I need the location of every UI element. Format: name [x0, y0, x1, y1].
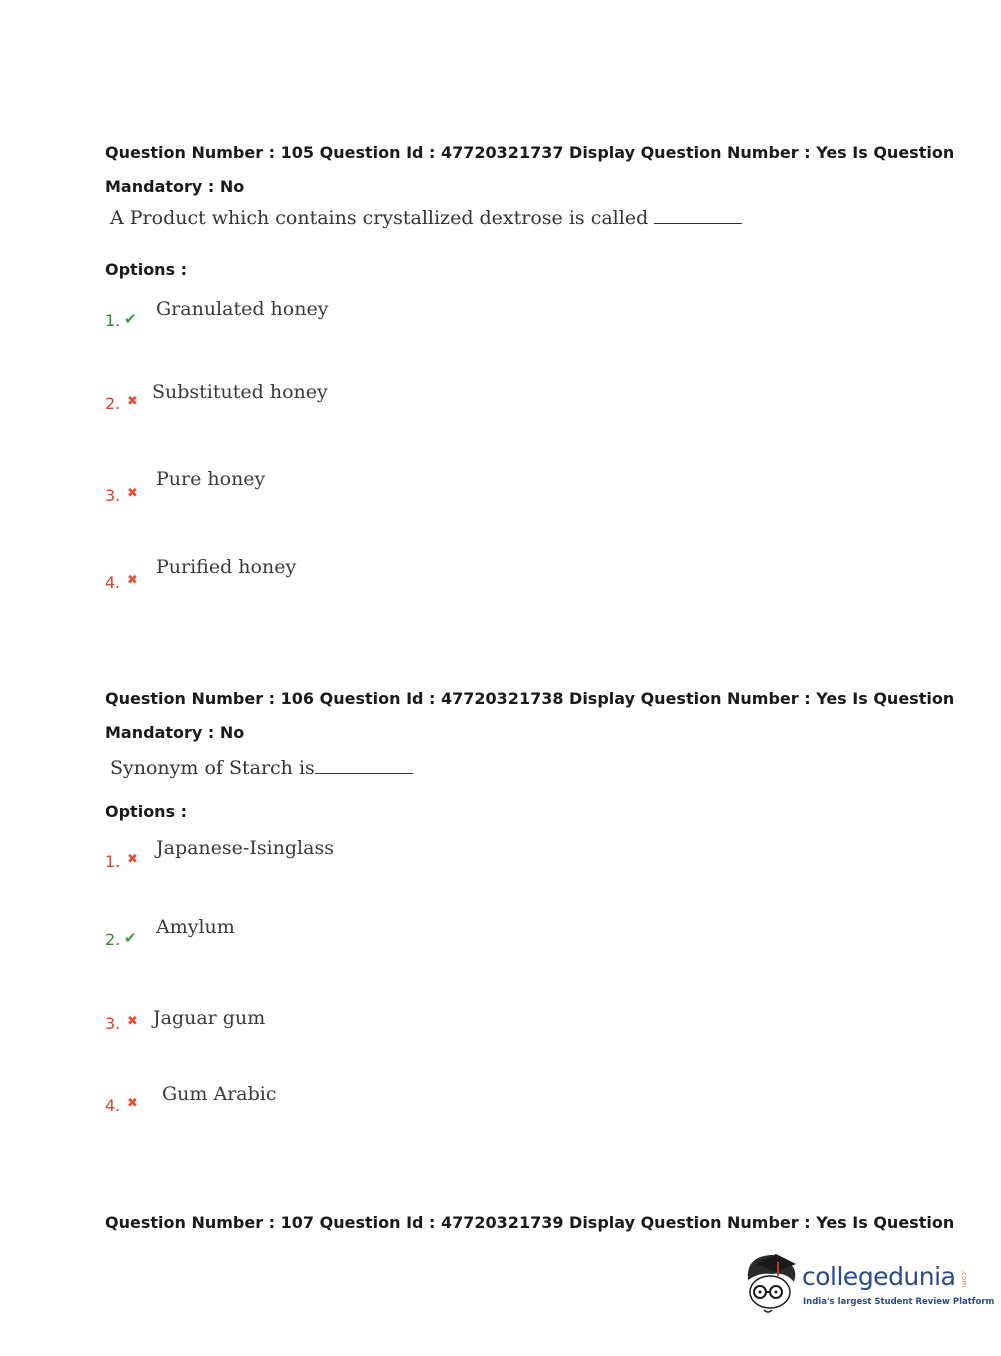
question-header-line1: Question Number : 106 Question Id : 47720321738 Display Question Number : Yes Is Question [105, 689, 955, 708]
cross-icon: ✖ [127, 573, 138, 588]
cross-icon: ✖ [127, 486, 138, 501]
question-105-text [110, 207, 742, 229]
options-label: Options : [105, 802, 188, 821]
logo-tagline: India's largest Student Review Platform [803, 1297, 995, 1307]
question-105-header [105, 136, 955, 204]
cross-icon: ✖ [127, 394, 138, 409]
check-icon: ✔ [124, 310, 137, 328]
option-105-4 [105, 556, 505, 596]
option-number: 2. [105, 930, 121, 949]
question-text: A Product which contains crystallized dextrose is called [110, 207, 649, 229]
answer-blank [315, 757, 413, 774]
question-header-line2: Mandatory : No [105, 723, 245, 742]
option-number: 3. [105, 1014, 121, 1033]
option-text: Granulated honey [156, 298, 329, 320]
options-label: Options : [105, 260, 188, 279]
option-number: 3. [105, 486, 121, 505]
option-number: 4. [105, 573, 121, 592]
option-106-1 [105, 837, 505, 877]
option-106-3 [105, 1007, 505, 1047]
option-text: Amylum [156, 916, 235, 938]
option-text: Gum Arabic [162, 1083, 277, 1105]
option-105-3 [105, 468, 505, 508]
cross-icon: ✖ [127, 1096, 138, 1111]
option-text: Jaguar gum [153, 1007, 266, 1029]
option-number: 1. [105, 311, 121, 330]
option-106-2 [105, 916, 505, 956]
option-text: Pure honey [156, 468, 266, 490]
cross-icon: ✖ [127, 852, 138, 867]
collegedunia-logo [742, 1250, 995, 1320]
logo-wordmark: collegedunia [802, 1262, 956, 1291]
question-header-line2: Mandatory : No [105, 177, 245, 196]
question-header-line1: Question Number : 107 Question Id : 47720321739 Display Question Number : Yes Is Question [105, 1213, 955, 1232]
cross-icon: ✖ [127, 1014, 138, 1029]
question-106-header [105, 682, 955, 750]
option-105-1 [105, 298, 505, 338]
option-number: 1. [105, 852, 121, 871]
answer-blank [654, 207, 742, 224]
question-text: Synonym of Starch is [110, 757, 315, 779]
option-105-2 [105, 381, 505, 421]
option-106-4 [105, 1083, 505, 1123]
option-text: Japanese-Isinglass [156, 837, 334, 859]
logo-suffix: .com [960, 1270, 968, 1288]
option-text: Substituted honey [152, 381, 328, 403]
option-text: Purified honey [156, 556, 297, 578]
question-header-line1: Question Number : 105 Question Id : 47720321737 Display Question Number : Yes Is Question [105, 143, 955, 162]
question-107-header [105, 1206, 955, 1240]
check-icon: ✔ [124, 929, 137, 947]
option-number: 4. [105, 1096, 121, 1115]
option-number: 2. [105, 394, 121, 413]
mascot-icon [742, 1250, 802, 1320]
question-106-text [110, 757, 413, 779]
